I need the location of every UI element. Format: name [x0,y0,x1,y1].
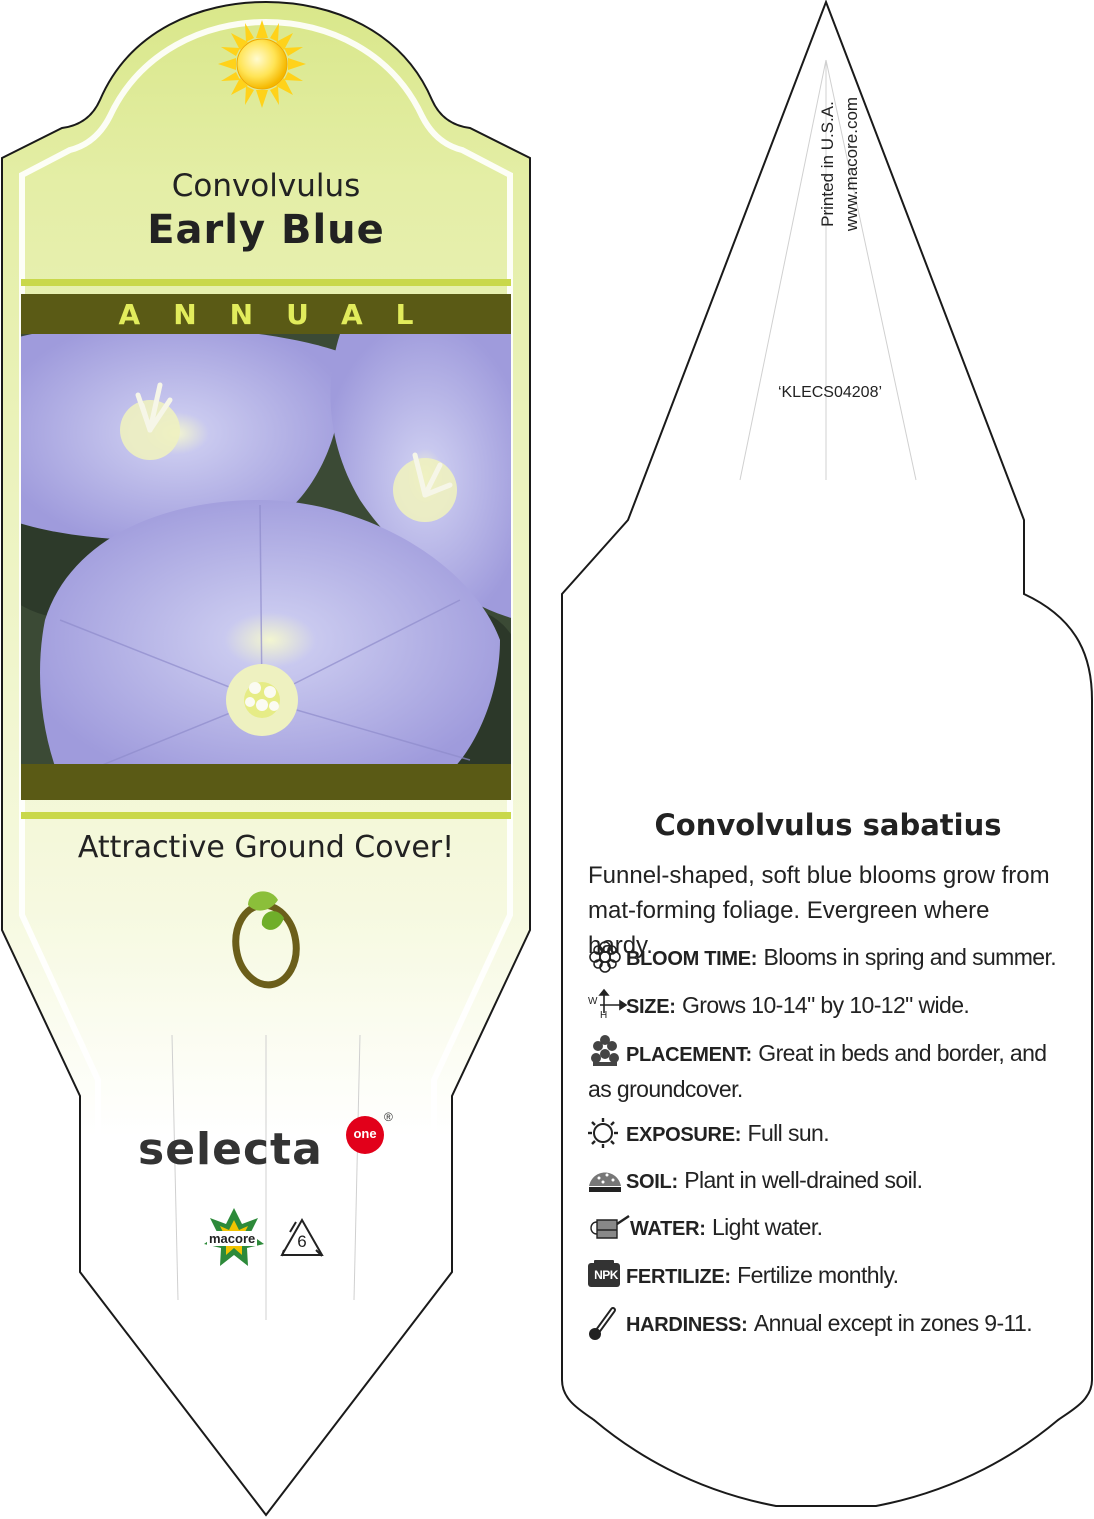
macore-label: macore [209,1231,256,1246]
common-name: Convolvulus [171,168,361,204]
sun-icon [218,20,306,108]
description: Funnel-shaped, soft blue blooms grow from mat-forming foliage. Evergreen where hardy. [588,862,1050,959]
detail-exposure: EXPOSURE: Full sun. [626,1120,830,1146]
website: www.macore.com [842,96,861,232]
printed-info [816,0,864,344]
brand-badge: one [346,1116,384,1154]
printed-label: Printed in U.S.A. [818,101,837,227]
scientific-name: Convolvulus sabatius [654,808,1002,842]
size-icon-w: W [588,996,598,1007]
detail-soil: SOIL: Plant in well-drained soil. [626,1167,923,1193]
variety-code: ‘KLECS04208’ [777,384,883,401]
lower-band [21,764,511,800]
variety-name: Early Blue [147,207,385,253]
registered-mark: ® [384,1110,393,1124]
detail-hardiness: HARDINESS: Annual except in zones 9-11. [626,1310,1032,1336]
category-label: ANNUAL [118,298,447,331]
detail-fertilize: FERTILIZE: Fertilize monthly. [626,1262,899,1288]
brand-logo: selecta [138,1124,323,1175]
detail-bloom-time: BLOOM TIME: Blooms in spring and summer. [626,944,1057,970]
detail-size: SIZE: Grows 10-14" by 10-12" wide. [626,992,970,1018]
recycle-code: 6 [297,1232,307,1251]
detail-placement: PLACEMENT: Great in beds and border, and as groundcover. [588,1040,1047,1102]
flower-photo [0,326,530,790]
npk-label: NPK [594,1268,618,1282]
size-icon-h: H [600,1010,608,1021]
tagline: Attractive Ground Cover! [77,830,455,865]
detail-water: WATER: Light water. [630,1214,823,1240]
